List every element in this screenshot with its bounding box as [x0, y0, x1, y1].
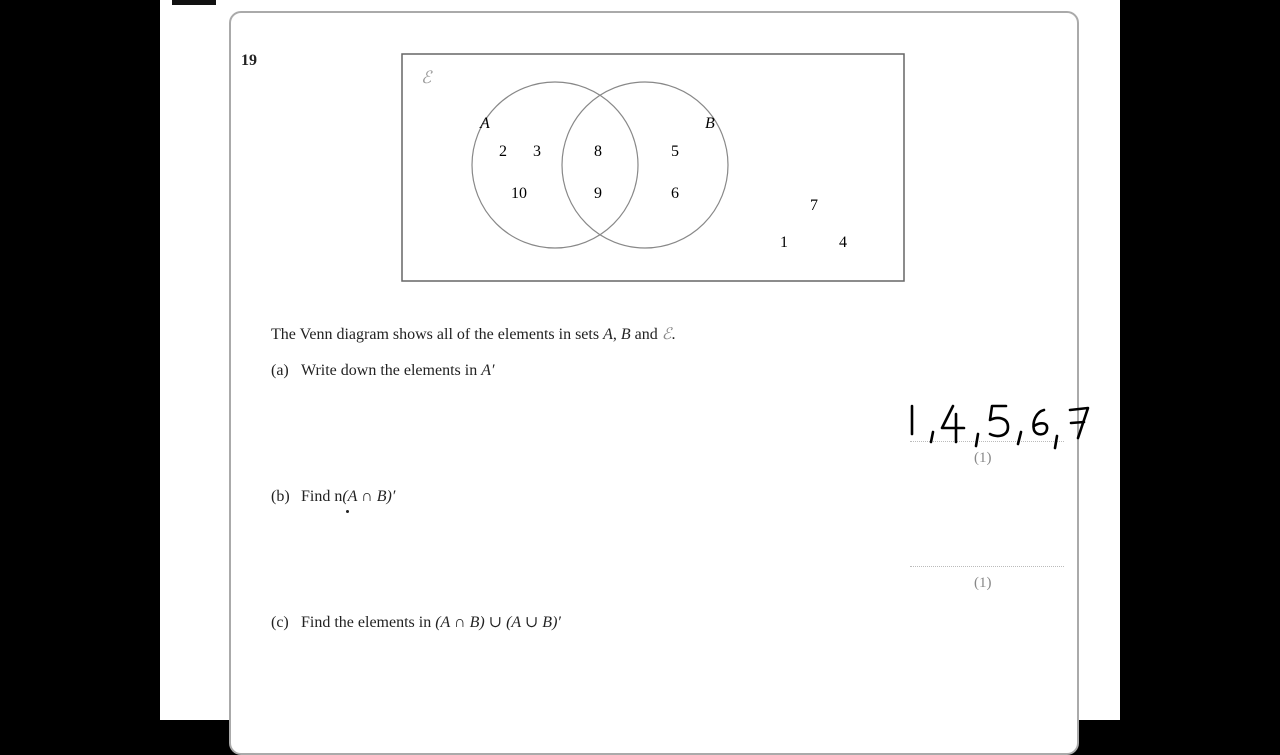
- marks-b: (1): [974, 575, 992, 591]
- universal-set-symbol: ℰ: [421, 68, 432, 87]
- part-math: A′: [481, 362, 495, 379]
- page-edge-bar: [172, 0, 216, 5]
- venn-element: 1: [780, 234, 788, 251]
- venn-element: 7: [810, 197, 818, 214]
- venn-element: 10: [511, 185, 527, 202]
- venn-element: 4: [839, 234, 847, 251]
- part-letter: (b): [271, 488, 290, 505]
- universal-set-rectangle: [402, 54, 904, 281]
- universal-symbol: ℰ: [661, 326, 672, 343]
- set-a-label: A: [480, 115, 490, 132]
- set-a-circle: [472, 82, 638, 248]
- part-c: [271, 612, 561, 632]
- venn-diagram: [401, 53, 906, 283]
- answer-line-b[interactable]: [910, 566, 1064, 567]
- part-a: [271, 362, 494, 380]
- set-a-symbol: A: [603, 326, 613, 343]
- part-text: Find the elements in: [301, 614, 436, 631]
- part-letter: (a): [271, 362, 289, 379]
- part-b: [271, 488, 395, 506]
- question-stem: The Venn diagram shows all of the elements in sets A, B and ℰ.: [271, 326, 676, 343]
- question-number: 19: [241, 52, 257, 69]
- set-b-symbol: B: [620, 326, 631, 343]
- venn-element: 9: [594, 185, 602, 202]
- venn-element: 2: [499, 143, 507, 160]
- venn-element: 3: [533, 143, 541, 160]
- part-text: Write down the elements in: [301, 362, 482, 379]
- part-letter: (c): [271, 614, 289, 631]
- part-text: Find n: [301, 488, 343, 505]
- venn-element: 5: [671, 143, 679, 160]
- handwritten-answer-a: [900, 396, 1100, 456]
- venn-element: 6: [671, 185, 679, 202]
- pen-mark: [346, 510, 349, 513]
- part-math: (A ∩ B) ∪ (A ∪ B)′: [435, 614, 561, 631]
- part-math: (A ∩ B)′: [342, 488, 396, 505]
- venn-element: 8: [594, 143, 602, 160]
- set-b-label: B: [705, 115, 715, 132]
- marks-a: (1): [974, 450, 992, 466]
- set-b-circle: [562, 82, 728, 248]
